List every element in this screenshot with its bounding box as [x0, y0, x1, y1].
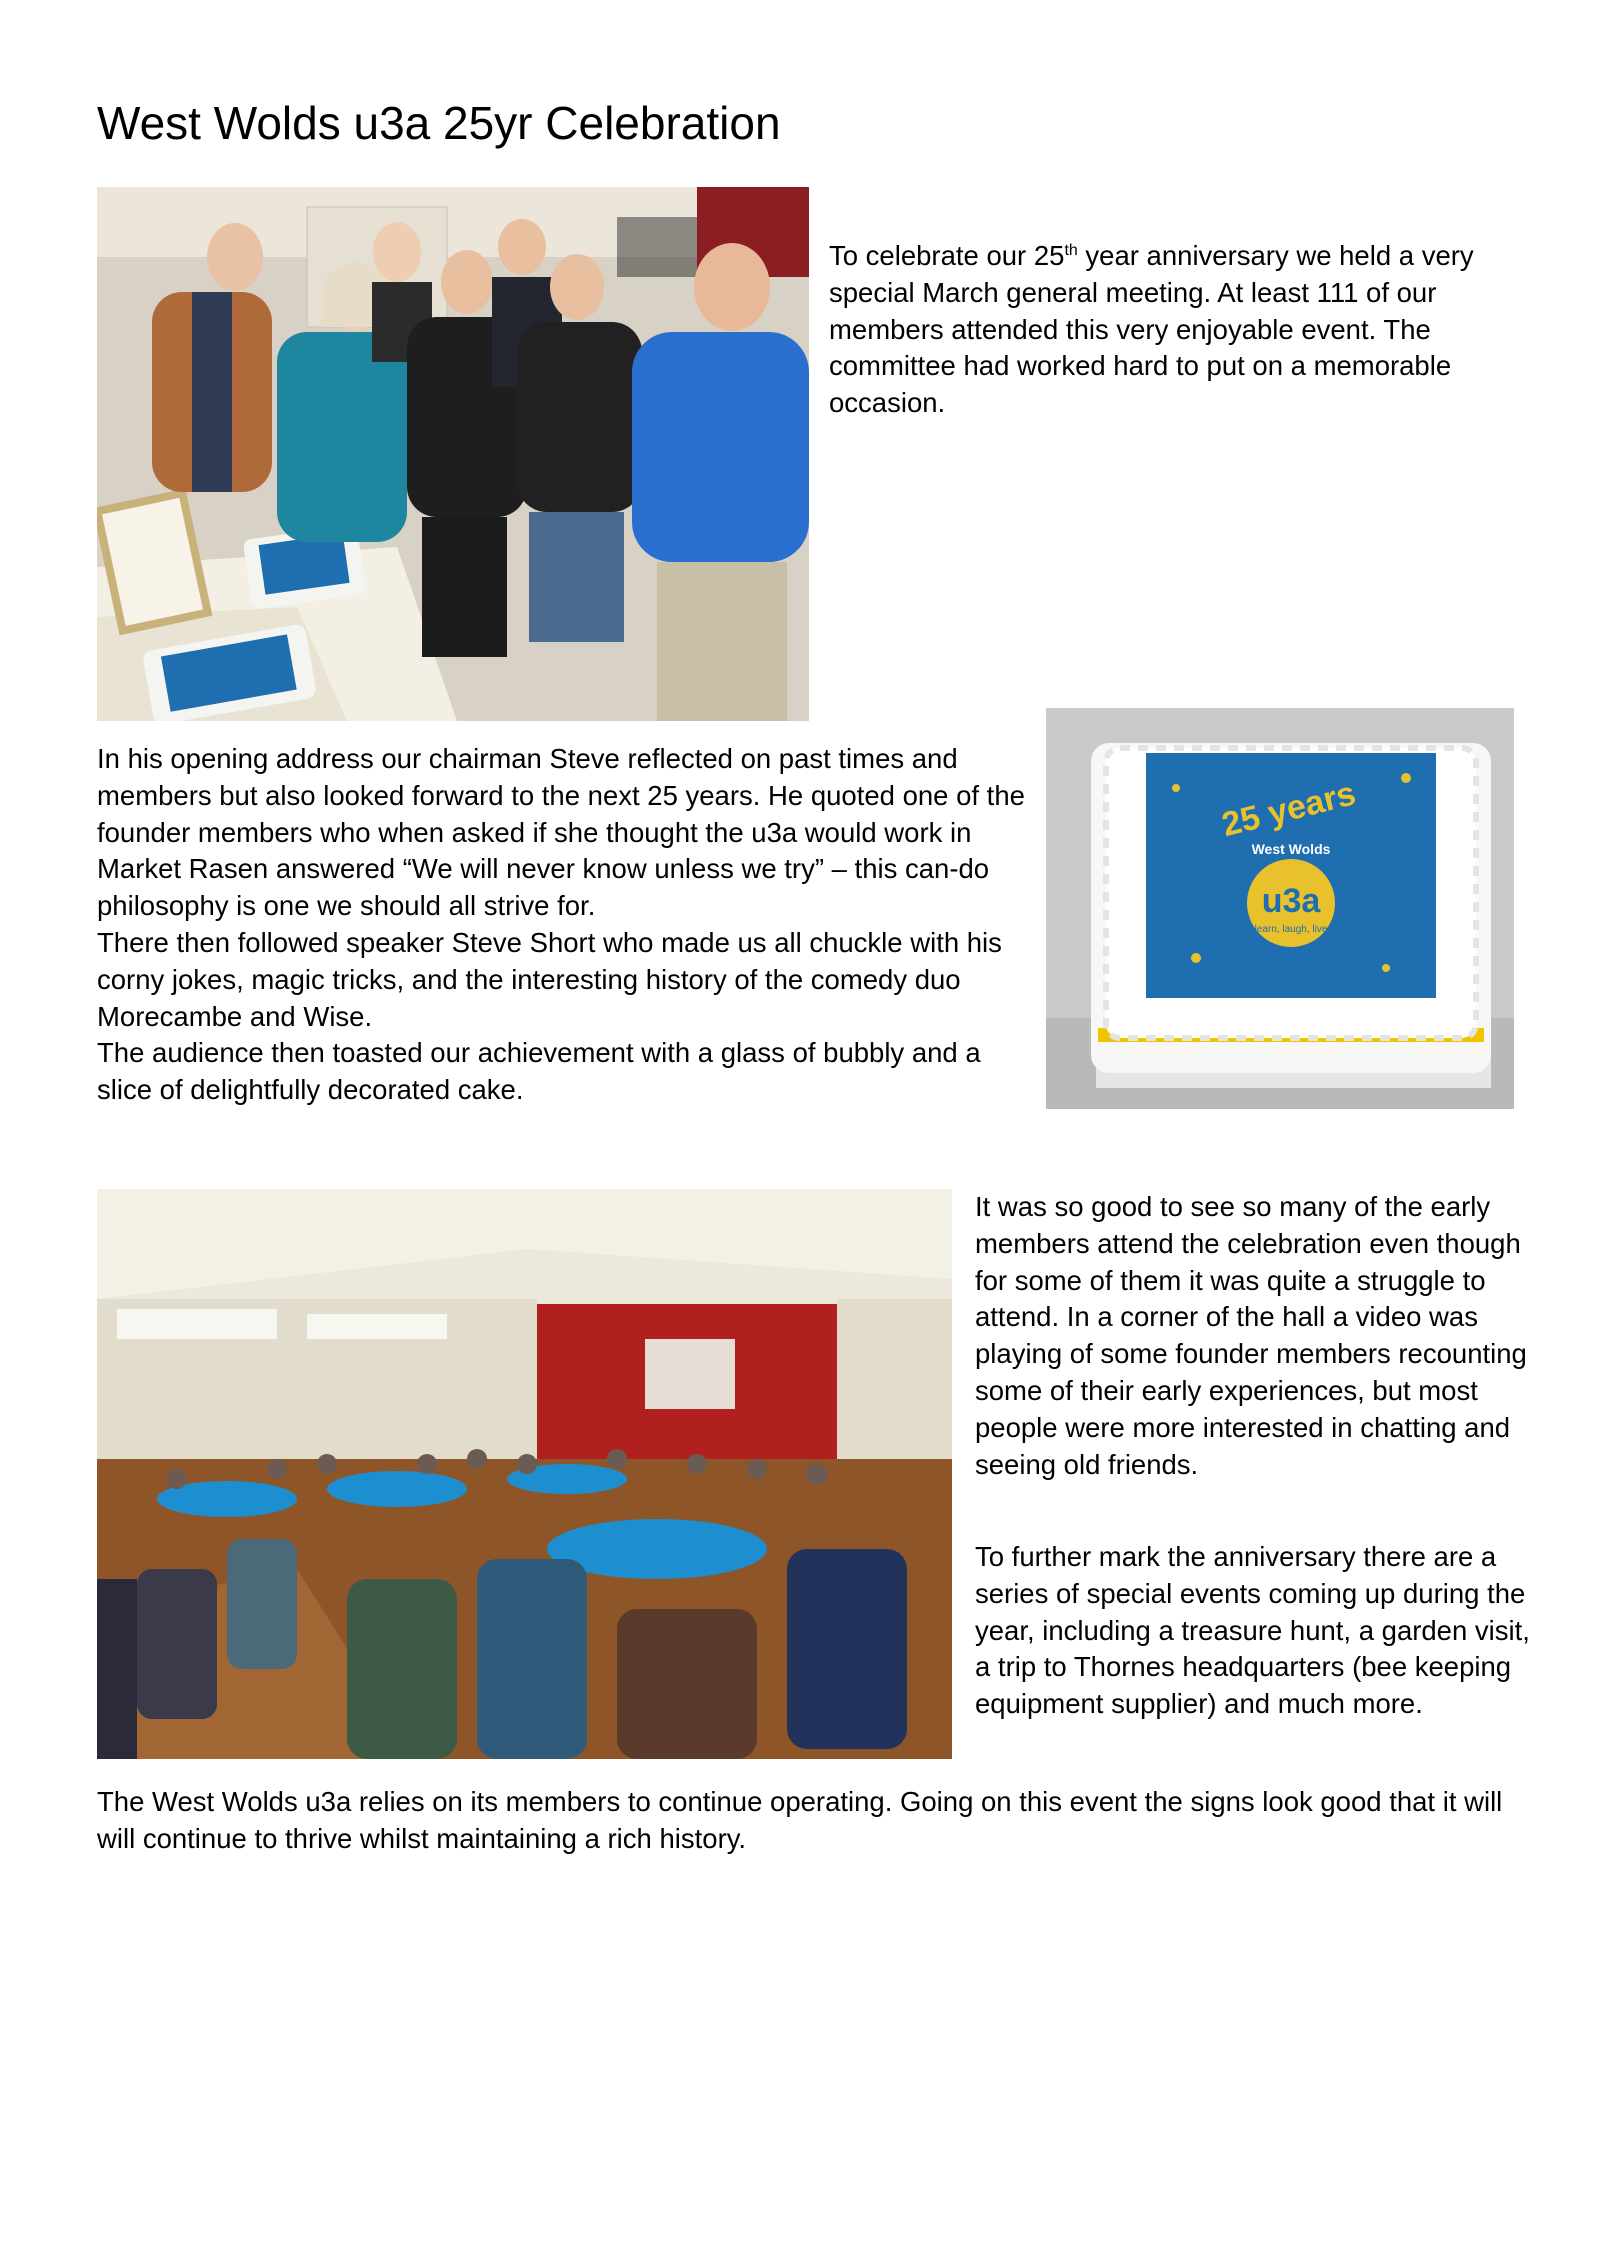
- early-members-text: It was so good to see so many of the early members attend the celebration even though for some of them it was quite a struggle to attend. In a corner of the hall a video was playing of some founder members recounting some of their early experiences, but most people were more interested in chatting and seeing old friends.: [975, 1191, 1527, 1480]
- opening-address-paragraph: [97, 741, 1032, 1109]
- hall-photo: [97, 1189, 952, 1759]
- group-photo: [97, 187, 809, 721]
- toast-text: The audience then toasted our achievement with a glass of bubbly and a slice of delightfully decorated cake.: [97, 1037, 981, 1106]
- early-members-paragraph: [975, 1189, 1530, 1483]
- opening-address-text: In his opening address our chairman Steve reflected on past times and members but also looked forward to the next 25 years. He quoted one of the founder members who when asked if she thought the u3a would work in Market Rasen answered “We will never know unless we try” – this can-do philosophy is one we should all strive for.: [97, 743, 1025, 922]
- closing-text: The West Wolds u3a relies on its members to continue operating. Going on this event the signs look good that it will will continue to thrive whilst maintaining a rich history.: [97, 1786, 1503, 1854]
- page-title: West Wolds u3a 25yr Celebration: [97, 97, 781, 149]
- intro-text-before: To celebrate our 25: [829, 240, 1065, 271]
- cake-tagline-text: learn, laugh, live: [1254, 924, 1328, 935]
- cake-org-text: West Wolds: [1251, 841, 1331, 857]
- events-paragraph: [975, 1539, 1530, 1723]
- intro-paragraph: [829, 238, 1519, 422]
- speaker-text: There then followed speaker Steve Short who made us all chuckle with his corny jokes, magic tricks, and the interesting history of the comedy duo Morecambe and Wise.: [97, 926, 1002, 1032]
- cake-brand-text: u3a: [1261, 882, 1321, 920]
- anniversary-cake-photo: [1046, 708, 1514, 1109]
- events-text: To further mark the anniversary there are a series of special events coming up during the year, including a treasure hunt, a garden visit, a trip to Thornes headquarters (bee keeping equipment supplier) and much more.: [975, 1541, 1530, 1720]
- intro-text-after: year anniversary we held a very special March general meeting. At least 111 of our members attended this very enjoyable event. The committee had worked hard to put on a memorable occasion.: [829, 240, 1474, 419]
- intro-superscript: th: [1064, 241, 1078, 259]
- cake-years-text: 25 years: [1218, 774, 1360, 845]
- closing-paragraph: [97, 1784, 1527, 1858]
